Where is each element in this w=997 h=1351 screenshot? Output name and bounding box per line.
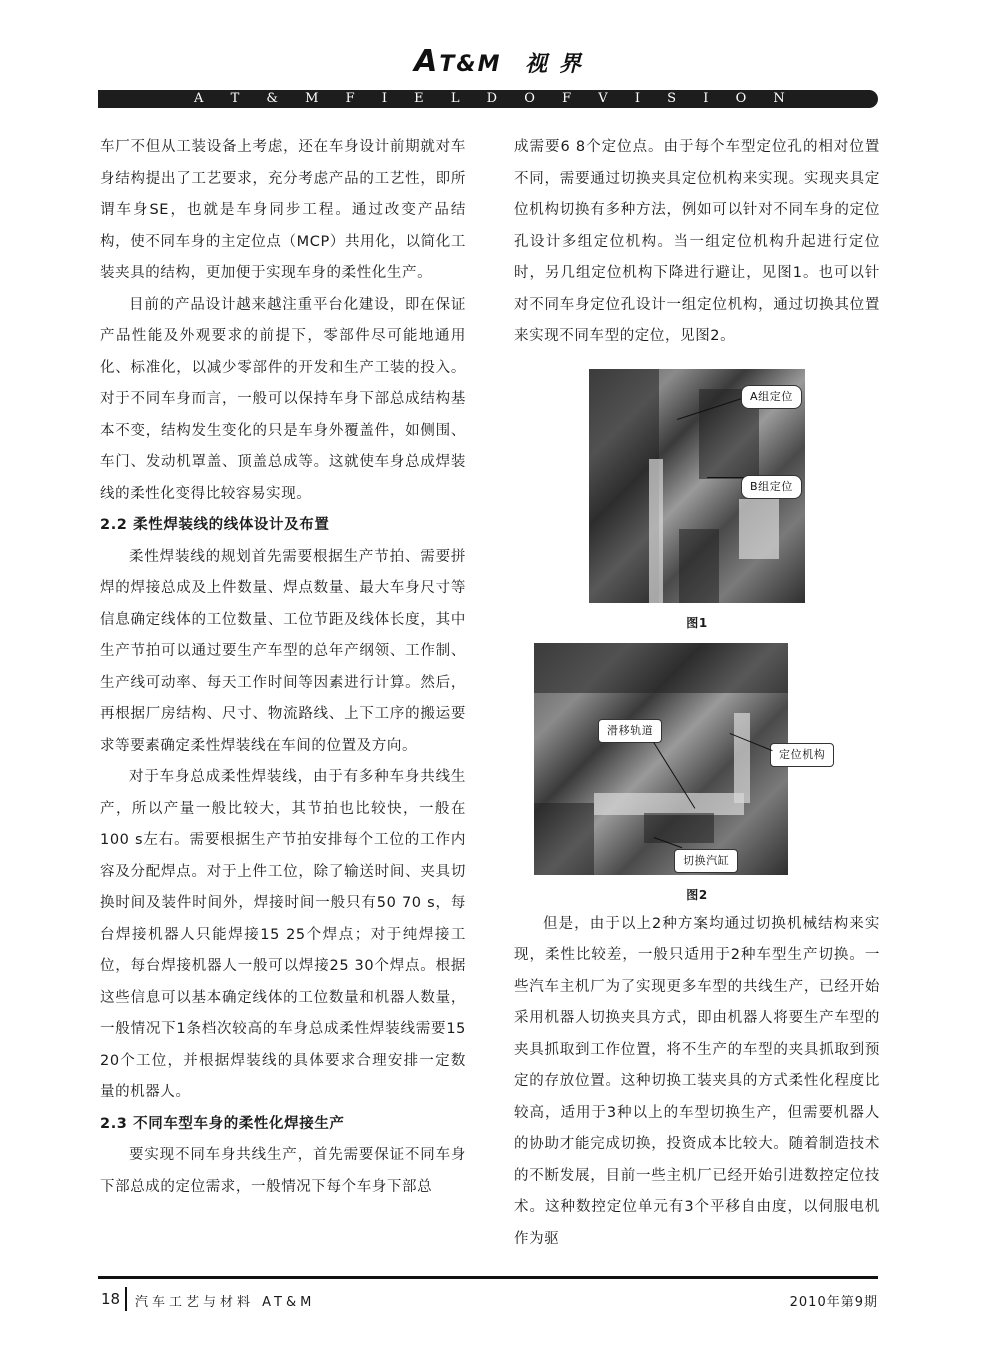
header-bar-letter: A bbox=[194, 91, 205, 106]
header-bar-letter: I bbox=[381, 91, 388, 106]
issue-label: 2010年第9期 bbox=[789, 1295, 878, 1310]
logo-letter-a: A bbox=[414, 44, 440, 79]
figure-1-caption: 图1 bbox=[686, 615, 708, 630]
callout-locator: 定位机构 bbox=[770, 743, 834, 767]
paragraph: 柔性焊装线的规划首先需要根据生产节拍、需要拼焊的焊接总成及上件数量、焊点数量、最大车身尺寸等信息确定线体的工位数量、工位节距及线体长度，其中生产节拍可以通过要生产车型的总年产纲领、工作制、生产线可动率、每天工作时间等因素进行计算。然后，再根据厂房结构、尺寸、物流路线、上下工序的搬运要求等要素确定柔性焊装线在车间的位置及方向。 bbox=[100, 548, 466, 754]
paragraph: 要实现不同车身共线生产，首先需要保证不同车身下部总成的定位需求，一般情况下每个车身下部总 bbox=[100, 1147, 466, 1195]
section-heading-2-2: 2.2 柔性焊装线的线体设计及布置 bbox=[100, 517, 330, 533]
header-bar-letter: D bbox=[486, 91, 499, 106]
header-bar-letter: N bbox=[773, 91, 786, 106]
header-title bbox=[0, 44, 997, 79]
header-bar-letter: & bbox=[266, 91, 279, 106]
header-bar-letter: I bbox=[703, 91, 710, 106]
paragraph: 对于车身总成柔性焊装线，由于有多种车身共线生产，所以产量一般比较大，其节拍也比较快，一般在100 s左右。需要根据生产节拍安排每个工位的工作内容及分配焊点。对于上件工位，除了输送时间、夹具切换时间及装件时间外，焊接时间一般只有50 70 s，每台焊接机器人只能焊接15 25个焊点；对于纯焊接工位，每台焊接机器人一般可以焊接25 30个焊点。根据这些信息可以基本确定线体的工位数量和机器人数量，一般情况下1条档次较高的车身总成柔性焊装线需要15 20个工位，并根据焊装线的具体要求合理安排一定数量的机器人。 bbox=[100, 769, 466, 1100]
figure-2 bbox=[534, 643, 826, 875]
journal-name: 汽车工艺与材料 AT&M bbox=[135, 1295, 316, 1310]
figure-2-caption: 图2 bbox=[686, 887, 708, 902]
figure-1 bbox=[589, 369, 805, 603]
header-bar-letter: O bbox=[524, 91, 536, 106]
callout-slide-rail: 滑移轨道 bbox=[598, 719, 662, 743]
paragraph: 成需要6 8个定位点。由于每个车型定位孔的相对位置不同，需要通过切换夹具定位机构来实现。实现夹具定位机构切换有多种方法，例如可以针对不同车身的定位孔设计多组定位机构。当一组定位机构升起进行定位时，另几组定位机构下降进行避让，见图1。也可以针对不同车身定位孔设计一组定位机构，通过切换其位置来实现不同车型的定位，见图2。 bbox=[514, 139, 880, 344]
header-bar-letter: L bbox=[450, 91, 461, 106]
callout-a-group: A组定位 bbox=[741, 385, 802, 409]
header-bar-letter: V bbox=[598, 91, 609, 106]
footer-separator bbox=[125, 1287, 127, 1311]
paragraph: 目前的产品设计越来越注重平台化建设，即在保证产品性能及外观要求的前提下，零部件尽可能地通用化、标准化，以减少零部件的开发和生产工装的投入。对于不同车身而言，一般可以保持车身下部总成结构基本不变，结构发生变化的只是车身外覆盖件，如侧围、车门、发动机罩盖、顶盖总成等。这就使车身总成焊装线的柔性化变得比较容易实现。 bbox=[100, 296, 466, 502]
header-bar-letter: O bbox=[735, 91, 748, 106]
header-title-cn: 视 界 bbox=[525, 52, 583, 77]
header-bar bbox=[98, 90, 878, 108]
section-heading-2-3: 2.3 不同车型车身的柔性化焊接生产 bbox=[100, 1115, 345, 1132]
footer-rule bbox=[98, 1276, 878, 1279]
paragraph: 车厂不但从工装设备上考虑，还在车身设计前期就对车身结构提出了工艺要求，充分考虑产品的工艺性，即所谓车身SE，也就是车身同步工程。通过改变产品结构，使不同车身的主定位点（MCP）共用化，以简化工装夹具的结构，更加便于实现车身的柔性化生产。 bbox=[100, 139, 466, 281]
header-bar-letter: F bbox=[562, 91, 573, 106]
page-number: 18 bbox=[101, 1290, 121, 1308]
right-column bbox=[514, 132, 880, 1255]
header-bar-letter: E bbox=[414, 91, 425, 106]
header-bar-letter: S bbox=[667, 91, 678, 106]
left-column bbox=[100, 132, 466, 1203]
logo-text: T&M bbox=[439, 52, 502, 77]
callout-b-group: B组定位 bbox=[741, 475, 802, 499]
header-bar-letter: M bbox=[305, 91, 320, 106]
header-bar-letter: I bbox=[634, 91, 641, 106]
header-bar-letter: T bbox=[230, 91, 241, 106]
paragraph: 但是，由于以上2种方案均通过切换机械结构来实现，柔性比较差，一般只适用于2种车型生产切换。一些汽车主机厂为了实现更多车型的共线生产，已经开始采用机器人切换夹具方式，即由机器人将要生产车型的夹具抓取到工作位置，将不生产的车型的夹具抓取到预定的存放位置。这种切换工装夹具的方式柔性化程度比较高，适用于3种以上的车型切换生产，但需要机器人的协助才能完成切换，投资成本比较大。随着制造技术的不断发展，目前一些主机厂已经开始引进数控定位技术。这种数控定位单元有3个平移自由度，以伺服电机作为驱 bbox=[514, 915, 880, 1247]
header-bar-letter: F bbox=[345, 91, 356, 106]
callout-switch-cylinder: 切换汽缸 bbox=[674, 849, 738, 873]
